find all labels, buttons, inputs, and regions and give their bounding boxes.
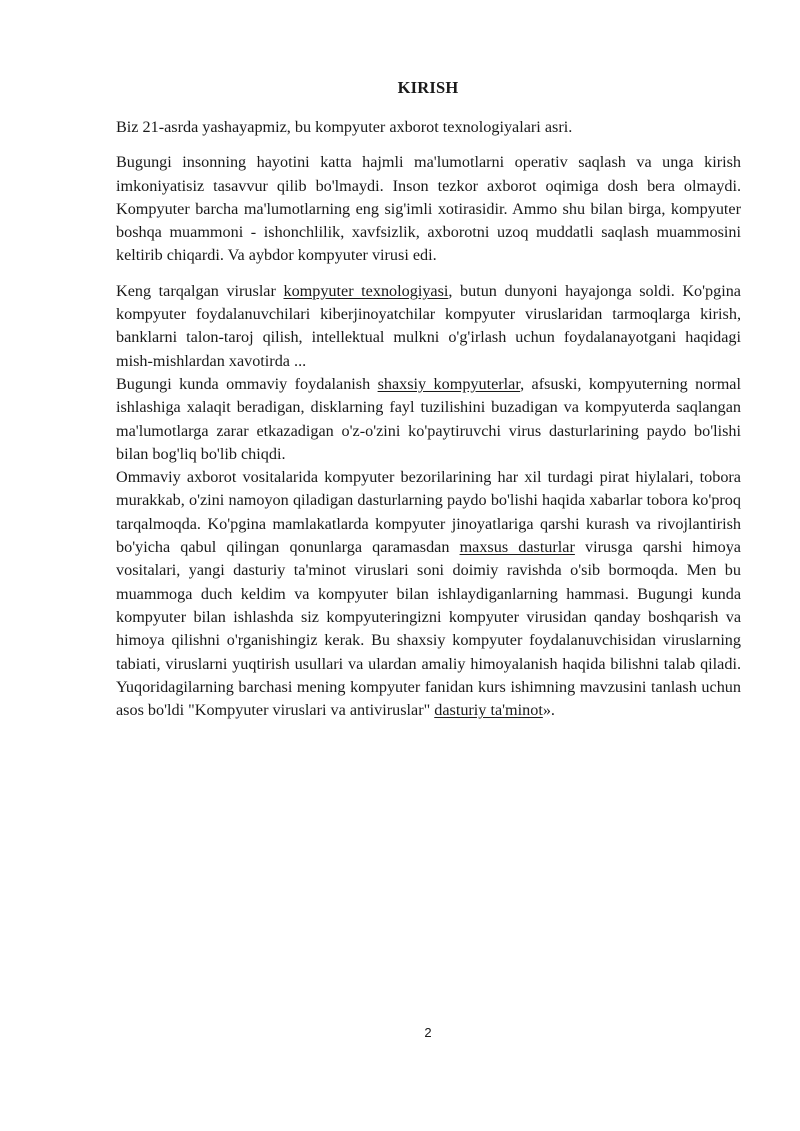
paragraph-media-reports [116, 466, 741, 722]
paragraph-text: Keng tarqalgan viruslar [116, 281, 284, 300]
link-maxsus-dasturlar[interactable]: maxsus dasturlar [459, 538, 575, 557]
link-shaxsiy-kompyuterlar[interactable]: shaxsiy kompyuterlar [377, 374, 521, 393]
link-dasturiy-taminot[interactable]: dasturiy ta'minot [434, 701, 543, 720]
paragraph-text: Bugungi kunda ommaviy foydalanish [116, 374, 378, 393]
paragraph-intro: Biz 21-asrda yashayapmiz, bu kompyuter axborot texnologiyalari asri. [116, 118, 573, 136]
body-text [116, 116, 741, 722]
paragraph-text: , butun dunyoni hayajonga soldi. Ko'pgina kompyuter foydalanuvchilari kiberjinoyatchilar kompyuter viruslaridan tarmoqlarga kirish, banklarni talon-taroj qilish, intellektual mulkni o'g'irlash uchun foydalanayotgani haqidagi mish-mishlardan xavotirda ... [116, 281, 741, 370]
paragraph-text: , afsuski, kompyuterning normal ishlashiga xalaqit beradigan, disklarning fayl tuzilishini buzadigan va kompyuterda saqlangan ma'lumotlarga zarar etkazadigan o'z-o'zini ko'paytiruvchi virus dasturlarining paydo bo'lishi bilan bog'liq bo'lib chiqdi. [116, 374, 741, 463]
paragraph-text: ». [542, 701, 555, 720]
section-heading: KIRISH [397, 78, 459, 97]
paragraph-storage: Bugungi insonning hayotini katta hajmli ma'lumotlarni operativ saqlash va unga kirish imkoniyatisiz tasavvur qilib bo'lmaydi. Inson tezkor axborot oqimiga dosh bera olmaydi. Kompyuter barcha ma'lumotlarning eng sig'imli xotirasidir. Ammo shu bilan birga, kompyuter boshqa muammoni - ishonchlilik, xavfsizlik, axborotni uzoq muddatli saqlash muammosini keltirib chiqardi. Va aybdor kompyuter virusi edi. [116, 153, 741, 265]
paragraph-personal-computers [116, 373, 741, 466]
page-number: 2 [424, 1025, 432, 1040]
paragraph-text: virusga qarshi himoya vositalari, yangi dasturiy ta'minot viruslari soni doimiy ravishda o'sib bormoqda. Men bu muammoga duch keldim va kompyuter bilan ishlaydiganlarning hammasi. Bugungi kunda kompyuter bilan ishlashda siz kompyuteringizni kompyuter virusidan qanday boshqarish va himoya qilishni o'rganishingiz kerak. Bu shaxsiy kompyuter foydalanuvchisidan viruslarning tabiati, viruslarni yuqtirish usullari va ulardan amaliy himoyalanish haqida bilishni talab qiladi. Yuqoridagilarning barchasi mening kompyuter fanidan kurs ishimning mavzusini tanlash uchun asos bo'ldi "Kompyuter viruslari va antiviruslar" [116, 538, 741, 720]
link-kompyuter-texnologiyasi[interactable]: kompyuter texnologiyasi [283, 281, 449, 300]
paragraph-text: Ommaviy axborot vositalarida kompyuter bezorilarining har xil turdagi pirat hiylalari, tobora murakkab, o'zini namoyon qiladigan dasturlarning paydo bo'lishi haqida xabarlar tobora ko'proq tarqalmoqda. Ko'pgina mamlakatlarda kompyuter jinoyatlariga qarshi kurash va rivojlantirish bo'yicha qabul qilingan qonunlarga qaramasdan [116, 468, 741, 557]
paragraph-viruses-spread [116, 280, 741, 373]
